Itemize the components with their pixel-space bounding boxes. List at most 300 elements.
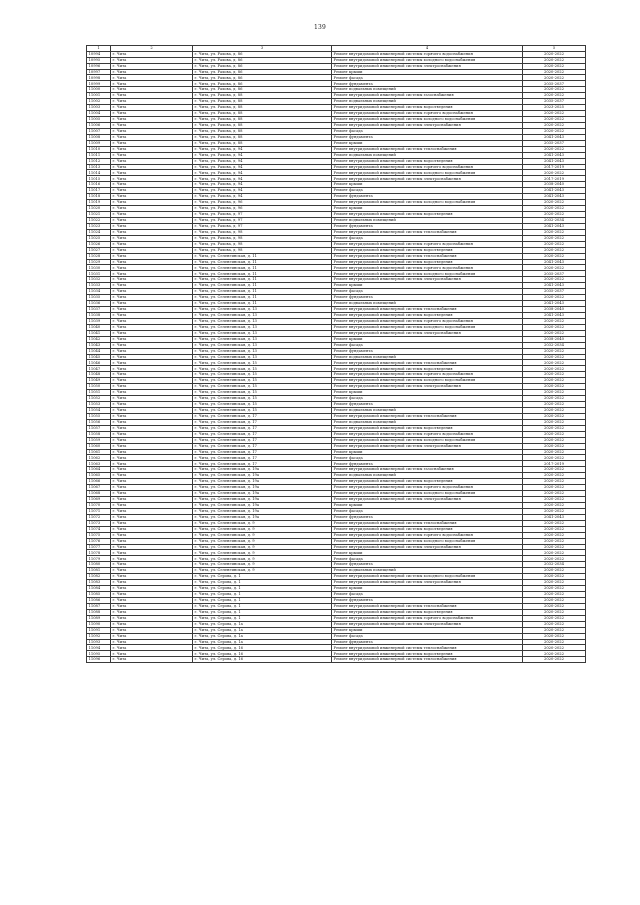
period-cell: 2020-2022	[523, 372, 586, 378]
work-type-cell: Ремонт фундамента	[332, 562, 523, 568]
address-cell: г. Чита, ул. Рахова, д. 94	[193, 152, 332, 158]
period-cell: 2020-2022	[523, 520, 586, 526]
row-number: 11053	[87, 402, 111, 408]
period-cell: 2020-2022	[523, 502, 586, 508]
settlement-cell: г. Чита	[111, 301, 193, 307]
settlement-cell: г. Чита	[111, 455, 193, 461]
column-number-header: 3	[193, 46, 332, 52]
row-number: 11020	[87, 206, 111, 212]
address-cell: г. Чита, ул. Рахова, д. 96	[193, 200, 332, 206]
work-type-cell: Ремонт внутридомовой инженерной системы горячего водоснабжения	[332, 164, 523, 170]
row-number: 11064	[87, 467, 111, 473]
period-cell: 2020-2022	[523, 295, 586, 301]
period-cell: 2020-2022	[523, 633, 586, 639]
period-cell: 2020-2022	[523, 485, 586, 491]
settlement-cell: г. Чита	[111, 247, 193, 253]
row-number: 11014	[87, 170, 111, 176]
settlement-cell: г. Чита	[111, 384, 193, 390]
settlement-cell: г. Чита	[111, 164, 193, 170]
work-type-cell: Ремонт подвальных помещений	[332, 87, 523, 93]
address-cell: г. Чита, ул. Селенгинская, д. 19а	[193, 473, 332, 479]
period-cell: 2020-2022	[523, 437, 586, 443]
address-cell: г. Чита, ул. Селенгинская, д. 15	[193, 366, 332, 372]
register-sheet	[86, 45, 585, 663]
period-cell: 2020-2022	[523, 241, 586, 247]
settlement-cell: г. Чита	[111, 645, 193, 651]
period-cell: 2038-2040	[523, 336, 586, 342]
settlement-cell: г. Чита	[111, 283, 193, 289]
address-cell: г. Чита, ул. Селенгинская, д. 17	[193, 461, 332, 467]
address-cell: г. Чита, ул. Рахова, д. 98	[193, 247, 332, 253]
row-number: 11012	[87, 158, 111, 164]
row-number: 11024	[87, 229, 111, 235]
address-cell: г. Чита, ул. Селенгинская, д. 15	[193, 360, 332, 366]
period-cell: 2020-2022	[523, 443, 586, 449]
settlement-cell: г. Чита	[111, 592, 193, 598]
period-cell: 2020-2022	[523, 93, 586, 99]
work-type-cell: Ремонт внутридомовой инженерной системы теплоснабжения	[332, 413, 523, 419]
work-type-cell: Ремонт фасада	[332, 633, 523, 639]
period-cell: 2020-2022	[523, 431, 586, 437]
period-cell: 2041-2043	[523, 194, 586, 200]
address-cell: г. Чита, ул. Рахова, д. 88	[193, 93, 332, 99]
period-cell: 2020-2022	[523, 473, 586, 479]
address-cell: г. Чита, ул. Рахова, д. 97	[193, 217, 332, 223]
work-type-cell: Ремонт подвальных помещений	[332, 152, 523, 158]
address-cell: г. Чита, ул. Селенгинская, д. 13	[193, 348, 332, 354]
period-cell: 2038-2040	[523, 182, 586, 188]
address-cell: г. Чита, ул. Селенгинская, д. 9	[193, 568, 332, 574]
row-number: 11030	[87, 265, 111, 271]
period-cell: 2020-2022	[523, 550, 586, 556]
period-cell: 2017-2019	[523, 176, 586, 182]
address-cell: г. Чита, ул. Серова, д. 16	[193, 651, 332, 657]
work-type-cell: Ремонт внутридомовой инженерной системы электроснабжения	[332, 580, 523, 586]
row-number: 11095	[87, 651, 111, 657]
work-type-cell: Ремонт фундамента	[332, 81, 523, 87]
period-cell: 2041-2043	[523, 283, 586, 289]
settlement-cell: г. Чита	[111, 568, 193, 574]
period-cell: 2020-2022	[523, 87, 586, 93]
row-number: 11034	[87, 289, 111, 295]
address-cell: г. Чита, ул. Селенгинская, д. 13	[193, 336, 332, 342]
address-cell: г. Чита, ул. Селенгинская, д. 19а	[193, 479, 332, 485]
address-cell: г. Чита, ул. Рахова, д. 94	[193, 176, 332, 182]
settlement-cell: г. Чита	[111, 402, 193, 408]
settlement-cell: г. Чита	[111, 134, 193, 140]
address-cell: г. Чита, ул. Селенгинская, д. 13	[193, 312, 332, 318]
row-number: 11022	[87, 217, 111, 223]
settlement-cell: г. Чита	[111, 390, 193, 396]
row-number: 10998	[87, 75, 111, 81]
work-type-cell: Ремонт внутридомовой инженерной системы теплоснабжения	[332, 253, 523, 259]
settlement-cell: г. Чита	[111, 158, 193, 164]
address-cell: г. Чита, ул. Рахова, д. 98	[193, 235, 332, 241]
address-cell: г. Чита, ул. Селенгинская, д. 11	[193, 301, 332, 307]
row-number: 11050	[87, 384, 111, 390]
settlement-cell: г. Чита	[111, 461, 193, 467]
work-type-cell: Ремонт фасада	[332, 342, 523, 348]
period-cell: 2020-2022	[523, 580, 586, 586]
settlement-cell: г. Чита	[111, 378, 193, 384]
period-cell: 2020-2022	[523, 63, 586, 69]
address-cell: г. Чита, ул. Селенгинская, д. 11	[193, 265, 332, 271]
row-number: 11018	[87, 194, 111, 200]
settlement-cell: г. Чита	[111, 81, 193, 87]
period-cell: 2020-2022	[523, 146, 586, 152]
period-cell: 2041-2043	[523, 158, 586, 164]
work-type-cell: Ремонт фасада	[332, 396, 523, 402]
work-type-cell: Ремонт внутридомовой инженерной системы водоотведения	[332, 259, 523, 265]
address-cell: г. Чита, ул. Рахова, д. 86	[193, 81, 332, 87]
work-type-cell: Ремонт внутридомовой инженерной системы горячего водоснабжения	[332, 431, 523, 437]
work-type-cell: Ремонт крыши	[332, 449, 523, 455]
period-cell: 2020-2022	[523, 419, 586, 425]
address-cell: г. Чита, ул. Селенгинская, д. 17	[193, 431, 332, 437]
work-type-cell: Ремонт внутридомовой инженерной системы горячего водоснабжения	[332, 318, 523, 324]
settlement-cell: г. Чита	[111, 520, 193, 526]
row-number: 11072	[87, 514, 111, 520]
address-cell: г. Чита, ул. Селенгинская, д. 13	[193, 330, 332, 336]
work-type-cell: Ремонт фундамента	[332, 348, 523, 354]
settlement-cell: г. Чита	[111, 532, 193, 538]
settlement-cell: г. Чита	[111, 396, 193, 402]
work-type-cell: Ремонт внутридомовой инженерной системы электроснабжения	[332, 384, 523, 390]
address-cell: г. Чита, ул. Рахова, д. 98	[193, 229, 332, 235]
row-number: 11028	[87, 253, 111, 259]
work-type-cell: Ремонт фасада	[332, 289, 523, 295]
settlement-cell: г. Чита	[111, 360, 193, 366]
row-number: 11013	[87, 164, 111, 170]
work-type-cell: Ремонт фасада	[332, 592, 523, 598]
work-type-cell: Ремонт внутридомовой инженерной системы водоотведения	[332, 312, 523, 318]
address-cell: г. Чита, ул. Селенгинская, д. 19а	[193, 502, 332, 508]
work-type-cell: Ремонт подвальных помещений	[332, 99, 523, 105]
work-type-cell: Ремонт внутридомовой инженерной системы холодного водоснабжения	[332, 271, 523, 277]
work-type-cell: Ремонт фундамента	[332, 461, 523, 467]
period-cell: 2041-2043	[523, 259, 586, 265]
address-cell: г. Чита, ул. Селенгинская, д. 9	[193, 562, 332, 568]
address-cell: г. Чита, ул. Серова, д. 1	[193, 586, 332, 592]
work-type-cell: Ремонт внутридомовой инженерной системы водоотведения	[332, 158, 523, 164]
row-number: 11083	[87, 580, 111, 586]
settlement-cell: г. Чита	[111, 544, 193, 550]
work-type-cell: Ремонт подвальных помещений	[332, 217, 523, 223]
address-cell: г. Чита, ул. Селенгинская, д. 15	[193, 390, 332, 396]
work-type-cell: Ремонт фасада	[332, 508, 523, 514]
address-cell: г. Чита, ул. Селенгинская, д. 15	[193, 378, 332, 384]
period-cell: 2038-2040	[523, 307, 586, 313]
period-cell: 2020-2022	[523, 206, 586, 212]
work-type-cell: Ремонт фундамента	[332, 194, 523, 200]
settlement-cell: г. Чита	[111, 75, 193, 81]
address-cell: г. Чита, ул. Рахова, д. 88	[193, 105, 332, 111]
period-cell: 2020-2022	[523, 57, 586, 63]
row-number: 11086	[87, 597, 111, 603]
row-number: 11073	[87, 520, 111, 526]
address-cell: г. Чита, ул. Серова, д. 1а	[193, 633, 332, 639]
address-cell: г. Чита, ул. Селенгинская, д. 13	[193, 342, 332, 348]
work-type-cell: Ремонт внутридомовой инженерной системы электроснабжения	[332, 443, 523, 449]
row-number: 11057	[87, 425, 111, 431]
row-number: 11015	[87, 176, 111, 182]
period-cell: 2041-2043	[523, 152, 586, 158]
work-type-cell: Ремонт фундамента	[332, 223, 523, 229]
settlement-cell: г. Чита	[111, 514, 193, 520]
period-cell: 2020-2022	[523, 615, 586, 621]
row-number: 11046	[87, 360, 111, 366]
work-type-cell: Ремонт внутридомовой инженерной системы теплоснабжения	[332, 229, 523, 235]
address-cell: г. Чита, ул. Рахова, д. 86	[193, 51, 332, 57]
work-type-cell: Ремонт внутридомовой инженерной системы горячего водоснабжения	[332, 265, 523, 271]
work-type-cell: Ремонт внутридомовой инженерной системы водоотведения	[332, 526, 523, 532]
row-number: 11039	[87, 318, 111, 324]
work-type-cell: Ремонт крыши	[332, 283, 523, 289]
period-cell: 2020-2022	[523, 396, 586, 402]
period-cell: 2020-2022	[523, 479, 586, 485]
settlement-cell: г. Чита	[111, 111, 193, 117]
address-cell: г. Чита, ул. Селенгинская, д. 9	[193, 544, 332, 550]
period-cell: 2041-2043	[523, 301, 586, 307]
work-type-cell: Ремонт внутридомовой инженерной системы водоотведения	[332, 479, 523, 485]
row-number: 11016	[87, 182, 111, 188]
address-cell: г. Чита, ул. Селенгинская, д. 17	[193, 443, 332, 449]
period-cell: 2020-2022	[523, 586, 586, 592]
work-type-cell: Ремонт подвальных помещений	[332, 354, 523, 360]
settlement-cell: г. Чита	[111, 217, 193, 223]
row-number: 11060	[87, 443, 111, 449]
settlement-cell: г. Чита	[111, 194, 193, 200]
period-cell: 2020-2022	[523, 128, 586, 134]
table-row	[87, 657, 586, 663]
address-cell: г. Чита, ул. Селенгинская, д. 15	[193, 402, 332, 408]
work-type-cell: Ремонт фасада	[332, 556, 523, 562]
settlement-cell: г. Чита	[111, 597, 193, 603]
row-number: 11011	[87, 152, 111, 158]
settlement-cell: г. Чита	[111, 235, 193, 241]
settlement-cell: г. Чита	[111, 657, 193, 663]
row-number: 11091	[87, 627, 111, 633]
row-number: 11047	[87, 366, 111, 372]
address-cell: г. Чита, ул. Селенгинская, д. 15	[193, 384, 332, 390]
work-type-cell: Ремонт внутридомовой инженерной системы водоотведения	[332, 105, 523, 111]
period-cell: 2020-2022	[523, 253, 586, 259]
row-number: 11068	[87, 491, 111, 497]
address-cell: г. Чита, ул. Селенгинская, д. 11	[193, 283, 332, 289]
period-cell: 2020-2022	[523, 657, 586, 663]
period-cell: 2032-2034	[523, 217, 586, 223]
period-cell: 2035-2037	[523, 140, 586, 146]
address-cell: г. Чита, ул. Селенгинская, д. 11	[193, 289, 332, 295]
work-type-cell: Ремонт внутридомовой инженерной системы теплоснабжения	[332, 307, 523, 313]
address-cell: г. Чита, ул. Серова, д. 1	[193, 580, 332, 586]
row-number: 11021	[87, 212, 111, 218]
settlement-cell: г. Чита	[111, 342, 193, 348]
settlement-cell: г. Чита	[111, 621, 193, 627]
settlement-cell: г. Чита	[111, 152, 193, 158]
settlement-cell: г. Чита	[111, 117, 193, 123]
row-number: 11029	[87, 259, 111, 265]
settlement-cell: г. Чита	[111, 574, 193, 580]
settlement-cell: г. Чита	[111, 69, 193, 75]
period-cell: 2020-2022	[523, 568, 586, 574]
address-cell: г. Чита, ул. Рахова, д. 94	[193, 188, 332, 194]
row-number: 11008	[87, 134, 111, 140]
period-cell: 2035-2037	[523, 271, 586, 277]
row-number: 11025	[87, 235, 111, 241]
settlement-cell: г. Чита	[111, 497, 193, 503]
period-cell: 2041-2043	[523, 134, 586, 140]
settlement-cell: г. Чита	[111, 491, 193, 497]
work-type-cell: Ремонт фасада	[332, 235, 523, 241]
row-number: 11027	[87, 247, 111, 253]
period-cell: 2020-2022	[523, 425, 586, 431]
address-cell: г. Чита, ул. Рахова, д. 88	[193, 134, 332, 140]
work-type-cell: Ремонт подвальных помещений	[332, 301, 523, 307]
settlement-cell: г. Чита	[111, 372, 193, 378]
period-cell: 2020-2022	[523, 235, 586, 241]
row-number: 11079	[87, 556, 111, 562]
settlement-cell: г. Чита	[111, 443, 193, 449]
settlement-cell: г. Чита	[111, 437, 193, 443]
settlement-cell: г. Чита	[111, 639, 193, 645]
row-number: 11071	[87, 508, 111, 514]
row-number: 11042	[87, 336, 111, 342]
period-cell: 2020-2022	[523, 544, 586, 550]
row-number: 11009	[87, 140, 111, 146]
address-cell: г. Чита, ул. Рахова, д. 88	[193, 122, 332, 128]
work-type-cell: Ремонт внутридомовой инженерной системы электроснабжения	[332, 176, 523, 182]
row-number: 11037	[87, 307, 111, 313]
work-type-cell: Ремонт внутридомовой инженерной системы холодного водоснабжения	[332, 378, 523, 384]
row-number: 11004	[87, 111, 111, 117]
address-cell: г. Чита, ул. Рахова, д. 86	[193, 57, 332, 63]
work-type-cell: Ремонт внутридомовой инженерной системы холодного водоснабжения	[332, 574, 523, 580]
work-type-cell: Ремонт крыши	[332, 336, 523, 342]
work-type-cell: Ремонт внутридомовой инженерной системы водоотведения	[332, 366, 523, 372]
row-number: 11002	[87, 99, 111, 105]
row-number: 11052	[87, 396, 111, 402]
address-cell: г. Чита, ул. Селенгинская, д. 9	[193, 526, 332, 532]
row-number: 11055	[87, 413, 111, 419]
settlement-cell: г. Чита	[111, 212, 193, 218]
row-number: 11007	[87, 128, 111, 134]
column-number-header: 2	[111, 46, 193, 52]
period-cell: 2020-2022	[523, 247, 586, 253]
period-cell: 2020-2022	[523, 390, 586, 396]
settlement-cell: г. Чита	[111, 633, 193, 639]
address-cell: г. Чита, ул. Селенгинская, д. 15	[193, 372, 332, 378]
address-cell: г. Чита, ул. Рахова, д. 96	[193, 206, 332, 212]
address-cell: г. Чита, ул. Селенгинская, д. 17	[193, 425, 332, 431]
row-number: 11082	[87, 574, 111, 580]
address-cell: г. Чита, ул. Рахова, д. 88	[193, 128, 332, 134]
address-cell: г. Чита, ул. Рахова, д. 94	[193, 164, 332, 170]
row-number: 11051	[87, 390, 111, 396]
row-number: 11076	[87, 538, 111, 544]
period-cell: 2020-2022	[523, 277, 586, 283]
work-type-cell: Ремонт подвальных помещений	[332, 568, 523, 574]
period-cell: 2020-2022	[523, 51, 586, 57]
settlement-cell: г. Чита	[111, 502, 193, 508]
settlement-cell: г. Чита	[111, 651, 193, 657]
work-type-cell: Ремонт внутридомовой инженерной системы холодного водоснабжения	[332, 538, 523, 544]
period-cell: 2020-2022	[523, 627, 586, 633]
settlement-cell: г. Чита	[111, 176, 193, 182]
row-number: 11058	[87, 431, 111, 437]
period-cell: 2020-2022	[523, 212, 586, 218]
address-cell: г. Чита, ул. Селенгинская, д. 11	[193, 271, 332, 277]
period-cell: 2041-2043	[523, 188, 586, 194]
period-cell: 2020-2022	[523, 69, 586, 75]
row-number: 11003	[87, 105, 111, 111]
row-number: 10994	[87, 51, 111, 57]
settlement-cell: г. Чита	[111, 307, 193, 313]
row-number: 11065	[87, 473, 111, 479]
work-type-cell: Ремонт внутридомовой инженерной системы водоотведения	[332, 425, 523, 431]
work-type-cell: Ремонт внутридомовой инженерной системы горячего водоснабжения	[332, 111, 523, 117]
settlement-cell: г. Чита	[111, 51, 193, 57]
address-cell: г. Чита, ул. Рахова, д. 97	[193, 223, 332, 229]
row-number: 11056	[87, 419, 111, 425]
settlement-cell: г. Чита	[111, 295, 193, 301]
address-cell: г. Чита, ул. Рахова, д. 88	[193, 99, 332, 105]
work-type-cell: Ремонт внутридомовой инженерной системы газоснабжения	[332, 467, 523, 473]
work-type-cell: Ремонт крыши	[332, 627, 523, 633]
work-type-cell: Ремонт фундамента	[332, 134, 523, 140]
period-cell: 2020-2022	[523, 170, 586, 176]
period-cell: 2020-2022	[523, 378, 586, 384]
address-cell: г. Чита, ул. Рахова, д. 94	[193, 158, 332, 164]
settlement-cell: г. Чита	[111, 140, 193, 146]
settlement-cell: г. Чита	[111, 259, 193, 265]
row-number: 11061	[87, 449, 111, 455]
work-type-cell: Ремонт внутридомовой инженерной системы газоснабжения	[332, 93, 523, 99]
address-cell: г. Чита, ул. Рахова, д. 94	[193, 182, 332, 188]
address-cell: г. Чита, ул. Серова, д. 16	[193, 657, 332, 663]
settlement-cell: г. Чита	[111, 57, 193, 63]
work-type-cell: Ремонт крыши	[332, 502, 523, 508]
repair-schedule-table	[86, 45, 586, 663]
work-type-cell: Ремонт внутридомовой инженерной системы электроснабжения	[332, 544, 523, 550]
period-cell: 2020-2022	[523, 574, 586, 580]
row-number: 11026	[87, 241, 111, 247]
address-cell: г. Чита, ул. Серова, д. 1	[193, 597, 332, 603]
address-cell: г. Чита, ул. Селенгинская, д. 17	[193, 455, 332, 461]
row-number: 11048	[87, 372, 111, 378]
period-cell: 2020-2022	[523, 651, 586, 657]
period-cell: 2020-2022	[523, 467, 586, 473]
period-cell: 2041-2043	[523, 312, 586, 318]
settlement-cell: г. Чита	[111, 63, 193, 69]
settlement-cell: г. Чита	[111, 603, 193, 609]
settlement-cell: г. Чита	[111, 556, 193, 562]
row-number: 11005	[87, 117, 111, 123]
work-type-cell: Ремонт внутридомовой инженерной системы электроснабжения	[332, 497, 523, 503]
address-cell: г. Чита, ул. Селенгинская, д. 19а	[193, 467, 332, 473]
address-cell: г. Чита, ул. Серова, д. 1а	[193, 639, 332, 645]
work-type-cell: Ремонт фундамента	[332, 639, 523, 645]
settlement-cell: г. Чита	[111, 200, 193, 206]
address-cell: г. Чита, ул. Рахова, д. 88	[193, 140, 332, 146]
work-type-cell: Ремонт фундамента	[332, 402, 523, 408]
settlement-cell: г. Чита	[111, 99, 193, 105]
work-type-cell: Ремонт внутридомовой инженерной системы холодного водоснабжения	[332, 491, 523, 497]
period-cell: 2020-2022	[523, 324, 586, 330]
period-cell: 2035-2037	[523, 99, 586, 105]
work-type-cell: Ремонт внутридомовой инженерной системы горячего водоснабжения	[332, 241, 523, 247]
period-cell: 2020-2022	[523, 117, 586, 123]
